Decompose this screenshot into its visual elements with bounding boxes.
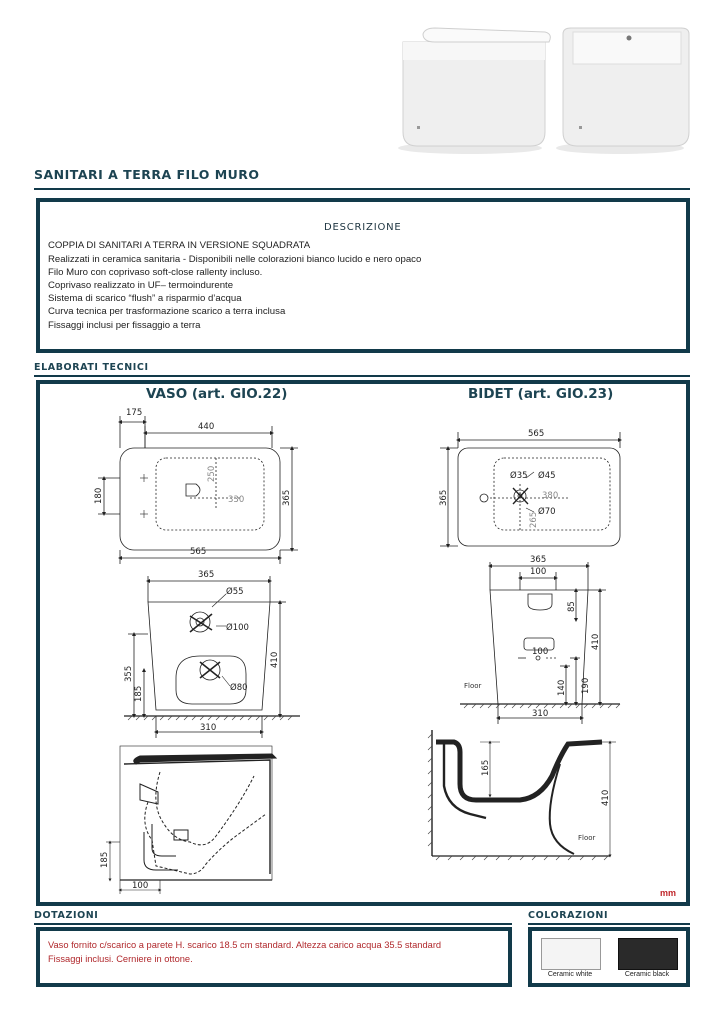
bidet-front-dim-100b: 100 xyxy=(532,647,549,657)
bidet-dim-380: 380 xyxy=(542,491,559,501)
bidet-front-dim-140: 140 xyxy=(557,679,567,696)
bidet-section-dim-165: 165 xyxy=(481,759,491,776)
vaso-dim-565: 565 xyxy=(190,547,207,557)
title-rule xyxy=(34,188,690,190)
technical-rule xyxy=(34,375,690,377)
description-line: Sistema di scarico “flush” a risparmio d’acqua xyxy=(48,293,242,304)
description-line: Filo Muro con coprivaso soft-close rallenty incluso. xyxy=(48,267,263,278)
vaso-front-dim-100: Ø100 xyxy=(226,623,249,633)
vaso-front-dim-55: Ø55 xyxy=(226,587,244,597)
swatch-label: Ceramic black xyxy=(624,971,670,978)
bidet-section-dim-410: 410 xyxy=(601,789,611,806)
bidet-front-dim-365: 365 xyxy=(530,555,547,565)
description-line: Curva tecnica per trasformazione scarico a terra inclusa xyxy=(48,306,286,317)
vaso-dim-330: 330 xyxy=(228,495,245,505)
bidet-section-floor-label: Floor xyxy=(578,834,596,842)
vaso-front-dim-365: 365 xyxy=(198,570,215,580)
toilet-photo xyxy=(398,28,550,154)
swatch-ceramic-white xyxy=(541,938,601,970)
description-line: COPPIA DI SANITARI A TERRA IN VERSIONE SQUADRATA xyxy=(48,240,311,251)
equipment-heading: DOTAZIONI xyxy=(34,910,99,921)
vaso-front-dim-185: 185 xyxy=(134,685,144,702)
bidet-photo xyxy=(556,28,689,154)
vaso-front-dim-310: 310 xyxy=(200,723,217,733)
description-line: Fissaggi inclusi per fissaggio a terra xyxy=(48,320,201,331)
colors-heading: COLORAZIONI xyxy=(528,910,609,921)
swatch-label: Ceramic white xyxy=(547,971,593,978)
description-heading: DESCRIZIONE xyxy=(324,222,402,233)
bidet-floor-label: Floor xyxy=(464,682,482,690)
vaso-section-dim-100: 100 xyxy=(132,881,149,891)
technical-drawings-heading: ELABORATI TECNICI xyxy=(34,362,149,373)
unit-label: mm xyxy=(660,888,677,898)
vaso-dim-175: 175 xyxy=(126,408,143,418)
swatch-ceramic-black xyxy=(618,938,678,970)
colors-rule xyxy=(528,923,690,925)
bidet-front-dim-85: 85 xyxy=(567,601,577,612)
vaso-front-dim-355: 355 xyxy=(124,665,134,682)
bidet-title: BIDET (art. GIO.23) xyxy=(468,386,614,402)
bidet-dim-565: 565 xyxy=(528,429,545,439)
vaso-dim-180: 180 xyxy=(94,487,104,504)
page-title: SANITARI A TERRA FILO MURO xyxy=(34,167,260,182)
technical-drawings xyxy=(40,404,686,902)
bidet-front-dim-310: 310 xyxy=(532,709,549,719)
description-line: Coprivaso realizzato in UF– termoindurente xyxy=(48,280,234,291)
vaso-dim-440: 440 xyxy=(198,422,215,432)
product-photos xyxy=(395,20,695,160)
vaso-front-dim-80: Ø80 xyxy=(230,683,248,693)
bidet-dim-45: Ø45 xyxy=(538,471,556,481)
equipment-line: Vaso fornito c/scarico a parete H. scarico 18.5 cm standard. Altezza carico acqua 35.5 standard xyxy=(48,940,442,950)
equipment-line: Fissaggi inclusi. Cerniere in ottone. xyxy=(48,954,193,964)
vaso-section-dim-185: 185 xyxy=(100,851,110,868)
vaso-dim-250: 250 xyxy=(207,465,217,482)
bidet-dim-265: 265 xyxy=(529,511,539,528)
vaso-section-view xyxy=(106,746,276,894)
vaso-title: VASO (art. GIO.22) xyxy=(146,386,288,402)
bidet-dim-70: Ø70 xyxy=(538,507,556,517)
bidet-front-dim-190: 190 xyxy=(581,677,591,694)
vaso-dim-365: 365 xyxy=(282,489,292,506)
bidet-front-dim-410: 410 xyxy=(591,633,601,650)
bidet-front-dim-100: 100 xyxy=(530,567,547,577)
vaso-plan-view xyxy=(98,416,298,564)
description-line: Realizzati in ceramica sanitaria - Disponibili nelle colorazioni bianco lucido e nero opaco xyxy=(48,254,422,265)
bidet-dim-365: 365 xyxy=(439,489,449,506)
vaso-front-dim-410: 410 xyxy=(270,651,280,668)
equipment-rule xyxy=(34,923,512,925)
bidet-dim-35: Ø35 xyxy=(510,471,528,481)
